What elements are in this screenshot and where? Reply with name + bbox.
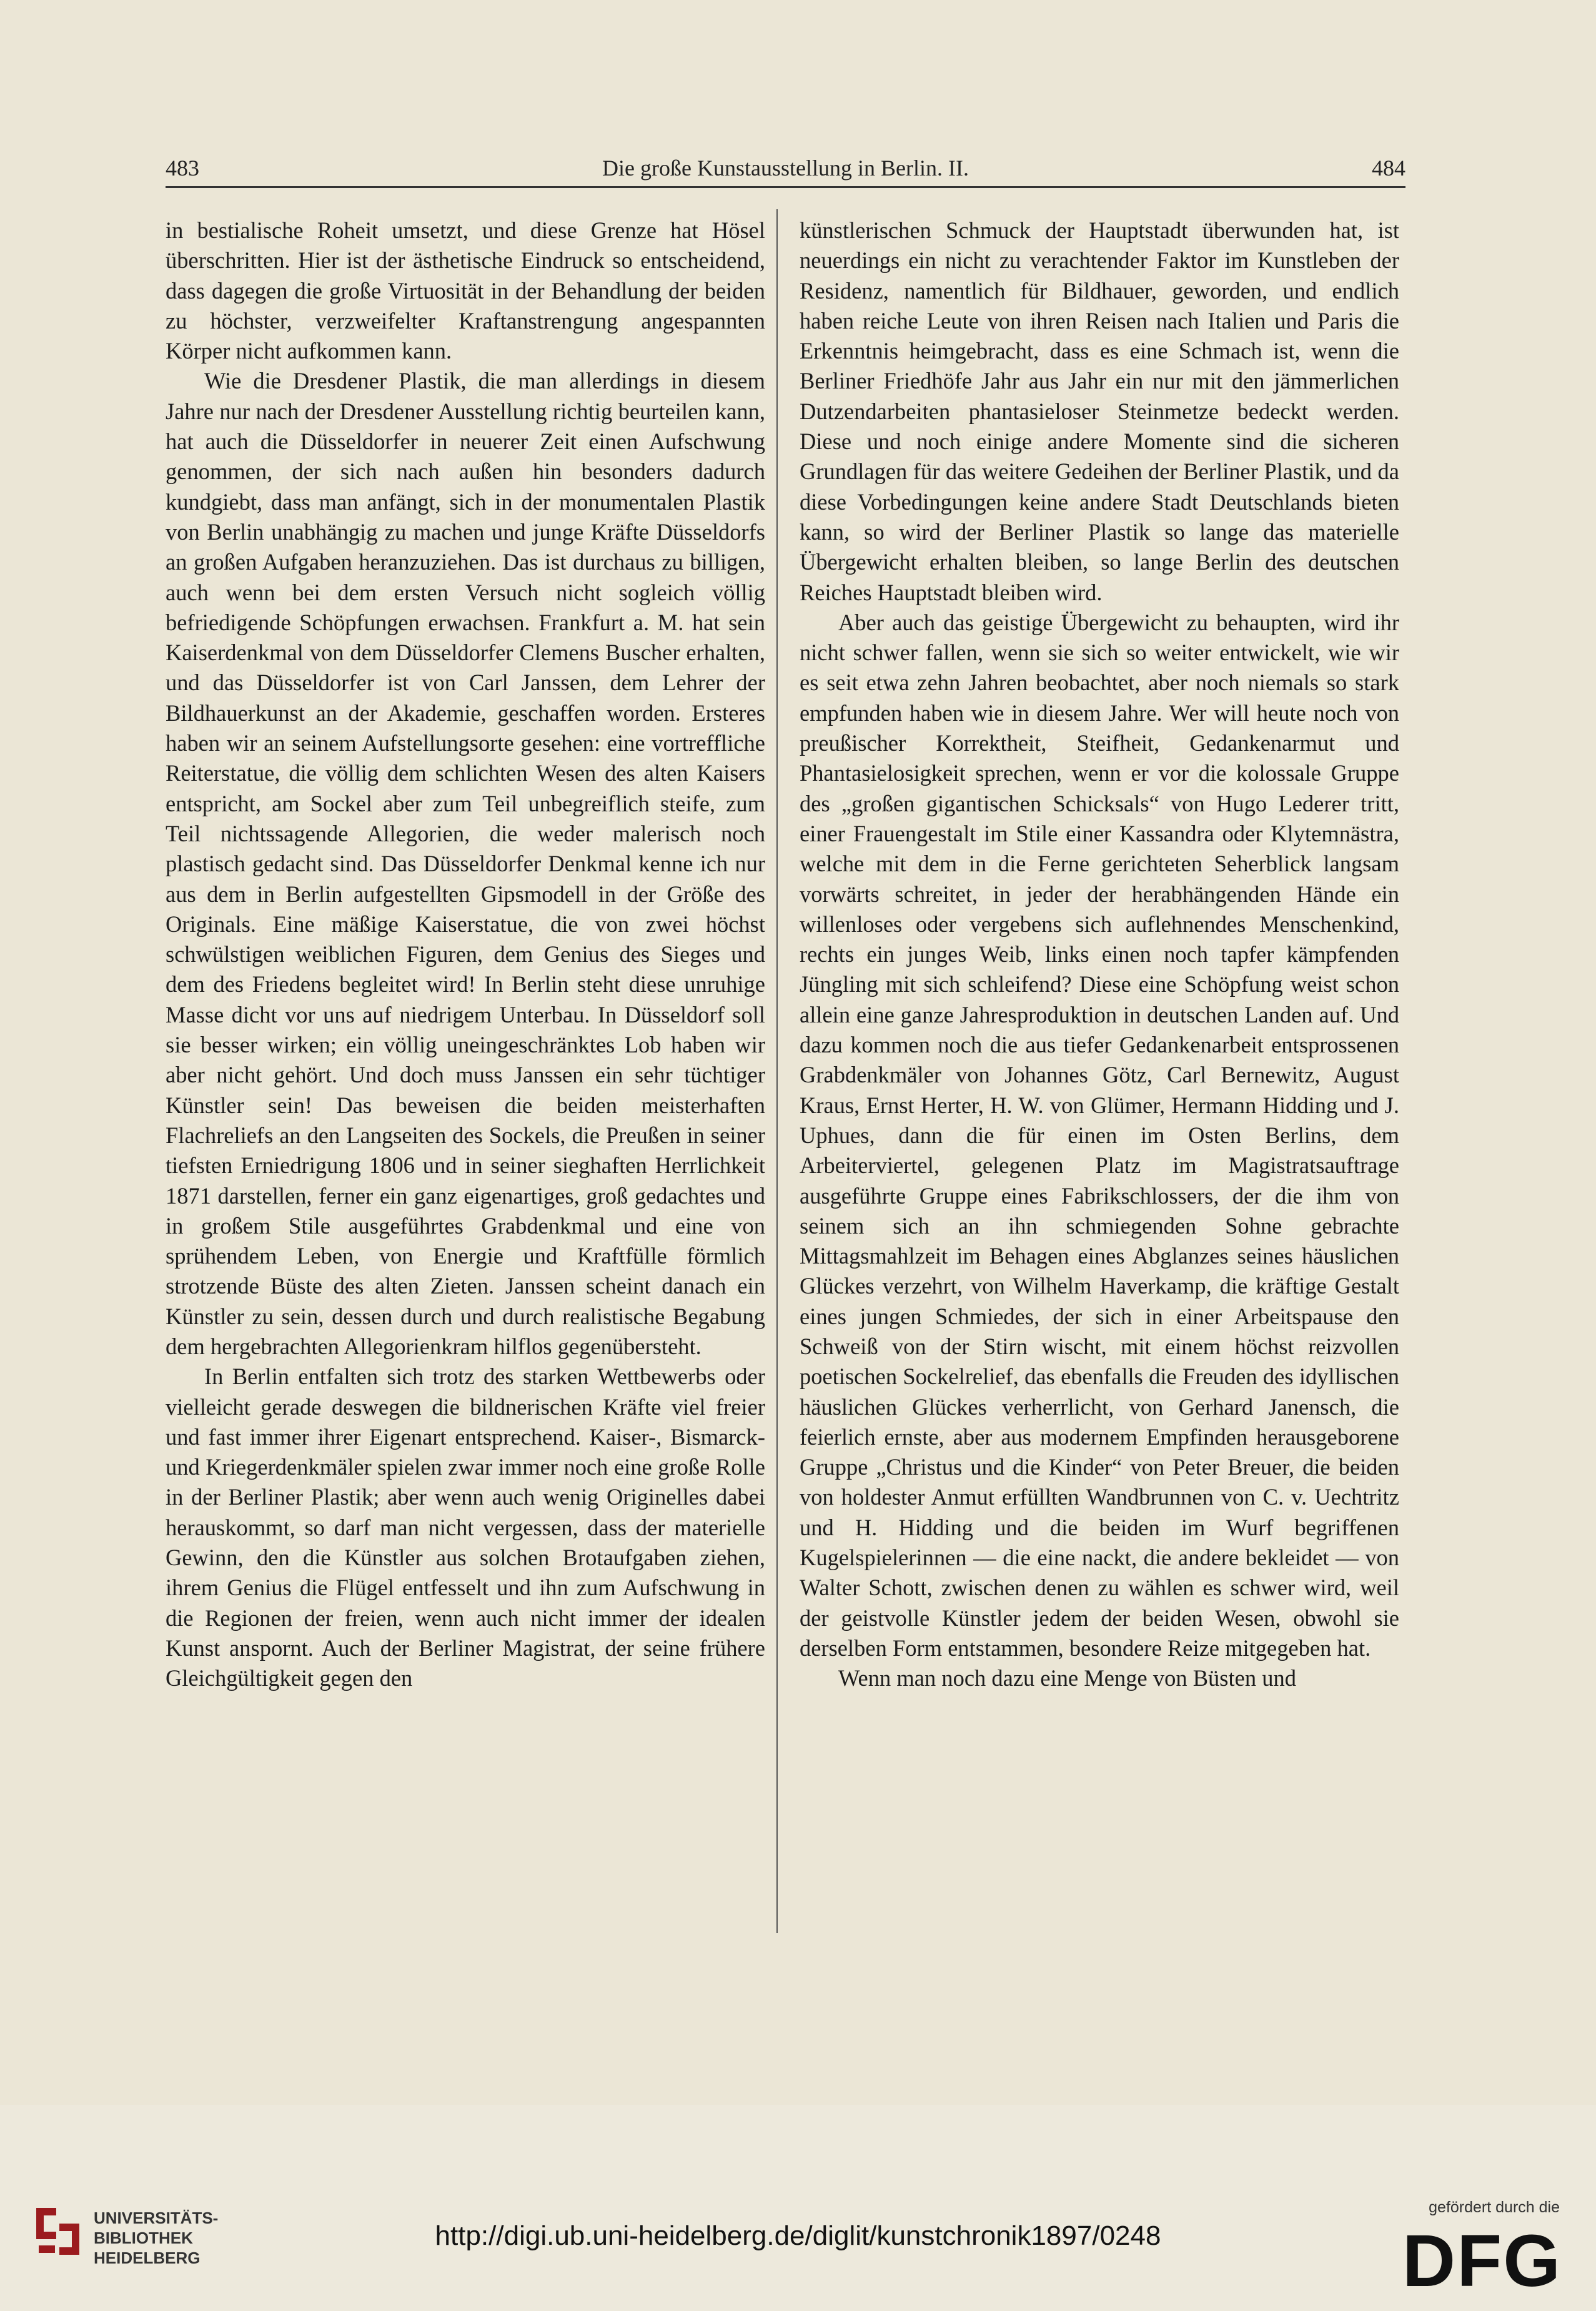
- permalink-url[interactable]: http://digi.ub.uni-heidelberg.de/diglit/kunstchronik1897/0248: [435, 2220, 1161, 2251]
- sponsor-label: gefördert durch die: [1429, 2199, 1560, 2216]
- page-number-right: 484: [1372, 156, 1405, 181]
- header-rule: [166, 186, 1405, 188]
- running-title: Die große Kunstausstellung in Berlin. II.: [602, 156, 969, 181]
- digitization-footer: [0, 2105, 1596, 2311]
- library-name-line: HEIDELBERG: [94, 2249, 201, 2267]
- paragraph: künstlerischen Schmuck der Hauptstadt überwunden hat, ist neuerdings ein nicht zu verachtender Faktor im Kunstleben der Residenz, namentlich für Bildhauer, geworden, und endlich haben reiche Leute von ihren Reisen nach Italien und Paris die Erkenntnis heimgebracht, dass es eine Schmach ist, wenn die Berliner Friedhöfe Jahr aus Jahr ein nur mit den jämmerlichen Dutzendarbeiten phantasieloser Steinmetze bedeckt werden. Diese und noch einige andere Momente sind die sicheren Grundlagen für das weitere Gedeihen der Berliner Plastik, und da diese Vorbedingungen keine andere Stadt Deutschlands bieten kann, so wird der Berliner Plastik so lange das materielle Übergewicht erhalten bleiben, so lange Berlin des deutschen Reiches Hauptstadt bleiben wird.: [800, 217, 1399, 605]
- paragraph: Aber auch das geistige Übergewicht zu behaupten, wird ihr nicht schwer fallen, wenn sie sich so weiter entwickelt, wie wir es seit etwa zehn Jahren beobachtet, aber noch niemals so stark empfunden haben wie in diesem Jahre. Wer will heute noch von preußischer Korrektheit, Steifheit, Gedankenarmut und Phantasielosigkeit sprechen, wenn er vor die kolossale Gruppe des „großen gigantischen Schicksals“ von Hugo Lederer tritt, einer Frauengestalt im Stile einer Kassandra oder Klytemnästra, welche mit dem in die Ferne gerichteten Seherblick langsam vorwärts schreitet, in jeder der herabhängenden Hände ein willenloses oder vergebens sich auflehnendes Menschenkind, rechts ein junges Weib, links einen noch tapfer kämpfenden Jüngling mit sich schleifend? Diese eine Schöpfung weist schon allein eine ganze Jahresproduktion in deutschen Landen auf. Und dazu kommen noch die aus tiefer Gedankenarbeit entsprossenen Grabdenkmäler von Johannes Götz, Carl Bernewitz, August Kraus, Ernst Herter, H. W. von Glümer, Hermann Hidding und J. Uphues, dann die für einen im Osten Berlins, dem Arbeiterviertel, gelegenen Platz im Magistratsauftrage ausgeführte Gruppe eines Fabrikschlossers, der die ihm von seinem sich an ihn schmiegenden Sohne gebrachte Mittagsmahlzeit im Behagen eines Abglanzes seines häuslichen Glückes verzehrt, von Wilhelm Haverkamp, die kräftige Gestalt eines jungen Schmiedes, der sich in einer Arbeitspause den Schweiß von der Stirn wischt, mit einem höchst reizvollen poetischen Sockelrelief, das ebenfalls die Freuden des idyllischen häuslichen Glückes verherrlicht, von Gerhard Janensch, die feierlich ernste, aber aus modernem Empfinden herausgeborene Gruppe „Christus und die Kinder“ von Peter Breuer, die beiden von holdester Anmut erfüllten Wandbrunnen von C. v. Uechtritz und H. Hidding und die beiden im Wurf begriffenen Kugelspielerinnen — die eine nackt, die andere bekleidet — von Walter Schott, zwischen denen zu wählen es schwer wird, weil der geistvolle Künstler jedem der beiden Wesen, obwohl sie derselben Form entstammen, besondere Reize mitgegeben hat.: [800, 609, 1399, 1661]
- page-number-left: 483: [166, 156, 199, 181]
- library-name-line: BIBLIOTHEK: [94, 2229, 193, 2247]
- paragraph: Wenn man noch dazu eine Menge von Büsten und: [838, 1665, 1296, 1691]
- paragraph: In Berlin entfalten sich trotz des starken Wettbewerbs oder vielleicht gerade deswegen die bildnerischen Kräfte viel freier und fast immer ihrer Eigenart entsprechend. Kaiser-, Bismarck- und Kriegerdenkmäler spielen zwar immer noch eine große Rolle in der Berliner Plastik; aber wenn auch wenig Originelles dabei herauskommt, so darf man nicht vergessen, dass der materielle Gewinn, den die Künstler aus solchen Brotaufgaben ziehen, ihrem Genius die Flügel entfesselt und ihn zum Aufschwung in die Regionen der freien, wenn auch nicht immer der idealen Kunst anspornt. Auch der Berliner Magistrat, der seine frühere Gleichgültigkeit gegen den: [166, 1363, 765, 1691]
- paragraph: Wie die Dresdener Plastik, die man allerdings in diesem Jahre nur nach der Dresdener Ausstellung richtig beurteilen kann, hat auch die Düsseldorfer in neuerer Zeit einen Aufschwung genommen, der sich nach außen hin besonders dadurch kundgiebt, dass man anfängt, sich in der monumentalen Plastik von Berlin unabhängig zu machen und junge Kräfte Düsseldorfs an großen Aufgaben heranzuziehen. Das ist durchaus zu billigen, auch wenn bei dem ersten Versuch nicht sogleich völlig befriedigende Schöpfungen erwachsen. Frankfurt a. M. hat sein Kaiserdenkmal von dem Düsseldorfer Clemens Buscher erhalten, und das Düsseldorfer ist von Carl Janssen, dem Lehrer der Bildhauerkunst an der Akademie, geschaffen worden. Ersteres haben wir an seinem Aufstellungsorte gesehen: eine vortreffliche Reiterstatue, die völlig dem schlichten Wesen des alten Kaisers entspricht, am Sockel aber zum Teil unbegreiflich steife, zum Teil nichtssagende Allegorien, die weder malerisch noch plastisch gedacht sind. Das Düsseldorfer Denkmal kenne ich nur aus dem in Berlin aufgestellten Gipsmodell in der Größe des Originals. Eine mäßige Kaiserstatue, die von zwei höchst schwülstigen weiblichen Figuren, dem Genius des Sieges und dem des Friedens begleitet wird! In Berlin steht diese unruhige Masse dicht vor uns auf niedrigem Unterbau. In Düsseldorf soll sie besser wirken; ein völlig uneingeschränktes Lob haben wir aber nicht gehört. Und doch muss Janssen ein sehr tüchtiger Künstler sein! Das beweisen die beiden meisterhaften Flachreliefs an den Langseiten des Sockels, die Preußen in seiner tiefsten Erniedrigung 1806 und in seiner sieghaften Herrlichkeit 1871 darstellen, ferner ein ganz eigenartiges, groß gedachtes und in großem Stile ausgeführtes Grabdenkmal und eine von sprühendem Leben, von Energie und Kraftfülle förmlich strotzende Büste des alten Zieten. Janssen scheint danach ein Künstler zu sein, dessen durch und durch realistische Begabung dem hergebrachten Allegorienkram hilflos gegenübersteht.: [166, 368, 765, 1359]
- paragraph: in bestialische Roheit umsetzt, und diese Grenze hat Hösel überschritten. Hier ist der ästhetische Eindruck so entscheidend, dass dagegen die große Virtuosität in der Behandlung der beiden zu höchster, verzweifelter Kraftanstrengung angespannten Körper nicht aufkommen kann.: [166, 217, 765, 364]
- right-column: [800, 215, 1399, 1694]
- library-name-line: UNIVERSITÄTS-: [94, 2209, 219, 2227]
- left-column: [166, 215, 765, 1694]
- column-divider: [776, 209, 778, 1933]
- running-header: [166, 155, 1405, 186]
- dfg-logo[interactable]: DFG: [1402, 2220, 1562, 2302]
